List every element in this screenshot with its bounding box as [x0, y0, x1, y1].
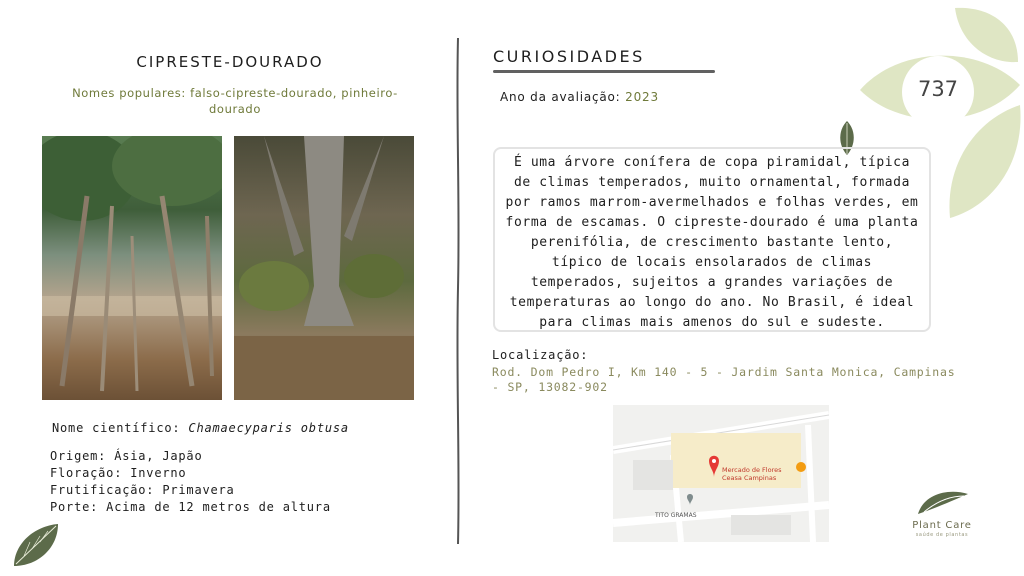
location-map[interactable]: [613, 405, 829, 542]
plant-care-logo-icon: [914, 486, 970, 518]
page-number-badge: 737: [917, 77, 959, 101]
evaluation-year-label: Ano da avaliação:: [500, 90, 626, 104]
location-label: Localização:: [492, 348, 589, 362]
fact-flowering: Floração: Inverno: [50, 466, 187, 480]
curiosities-title: CURIOSIDADES: [493, 47, 645, 66]
plant-facts-list: [50, 448, 331, 516]
leaf-icon-bottom-left: [10, 522, 62, 568]
map-secondary-label: TITO GRAMAS: [655, 512, 697, 519]
fact-size: Porte: Acima de 12 metros de altura: [50, 500, 331, 514]
brand-tagline: saúde de plantas: [915, 532, 969, 538]
evaluation-year-row: [500, 90, 659, 104]
evaluation-year-value: 2023: [625, 90, 659, 104]
curiosities-description: É uma árvore conífera de copa piramidal, típica de climas temperados, muito ornamental, formada por ramos marrom-avermelhados e folhas verdes, em forma de escamas. O cipreste-dourado é uma planta perenifólia, de crescimento bastante lento, típico de locais ensolarados de climas temperados, sujeitos a grandes variações de temperaturas ao longo do ano. No Brasil, é ideal para climas mais amenos do sul e sudeste.: [493, 147, 931, 332]
map-place-label-line2: Ceasa Campinas: [722, 474, 777, 482]
plant-photo-trees: [42, 136, 222, 400]
leaf-shape-1: [955, 8, 1018, 62]
plant-photo-trunk: [234, 136, 414, 400]
column-divider: [455, 38, 461, 544]
brand-name: Plant Care: [912, 520, 972, 531]
popular-names: Nomes populares: falso-cipreste-dourado, pinheiro-dourado: [72, 86, 398, 116]
fact-origin: Origem: Ásia, Japão: [50, 449, 203, 463]
scientific-name-label: Nome científico:: [52, 421, 189, 435]
map-place-label-line1: Mercado de Flores: [722, 466, 782, 474]
leaf-shape-3: [949, 105, 1020, 218]
scientific-name-row: [52, 421, 349, 435]
plant-title: CIPRESTE-DOURADO: [136, 53, 324, 71]
fact-fruiting: Frutificação: Primavera: [50, 483, 235, 497]
scientific-name-value: Chamaecyparis obtusa: [188, 421, 349, 435]
title-underline: [493, 70, 715, 73]
location-address[interactable]: Rod. Dom Pedro I, Km 140 - 5 - Jardim Santa Monica, Campinas - SP, 13082-902: [492, 365, 956, 394]
